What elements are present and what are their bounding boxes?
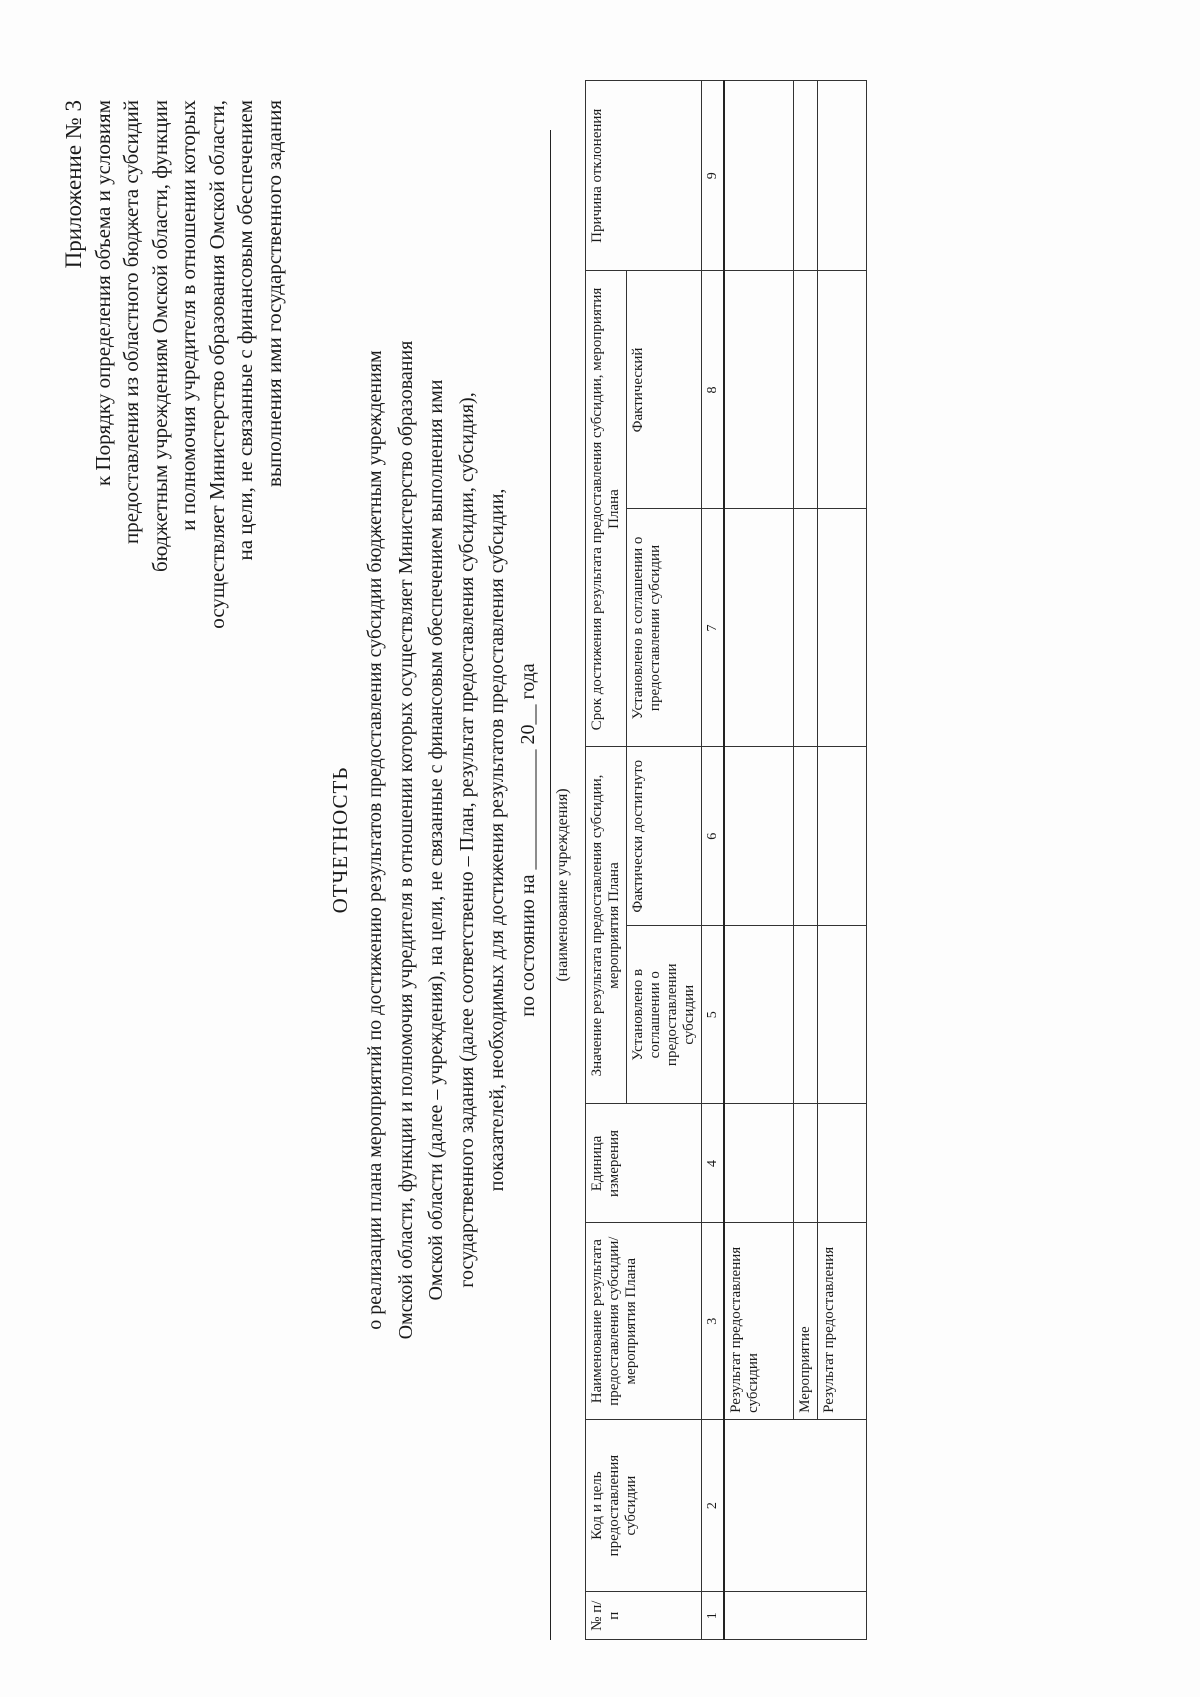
column-number: 9: [702, 81, 725, 271]
appendix-line: к Порядку определения объема и условиям: [90, 100, 115, 487]
cell-empty: [794, 1104, 818, 1223]
header-unit: Единица измерения: [586, 1104, 702, 1223]
column-number: 4: [702, 1104, 725, 1223]
cell-row-name: Мероприятие: [794, 1223, 818, 1419]
cell-empty: [818, 926, 867, 1105]
table-row: [794, 81, 818, 1640]
cell-empty: [794, 81, 818, 271]
report-table: [585, 80, 867, 1640]
cell-empty: [724, 1104, 794, 1223]
report-line: государственного задания (далее соответственно – План, результат предоставления субсидии, субсидия),: [455, 392, 478, 1288]
appendix-line: предоставления из областного бюджета субсидий: [119, 100, 143, 544]
column-number: 6: [702, 747, 725, 926]
cell-empty: [818, 271, 867, 509]
header-value-group: Значение результата предоставления субсидии, мероприятия Плана: [586, 747, 627, 1104]
report-line: о реализации плана мероприятий по достижению результатов предоставления субсидии бюджетным учреждениям: [364, 350, 386, 1330]
header-value-plan: Установлено в соглашении о предоставлении субсидии: [627, 926, 702, 1105]
table-row: [724, 81, 794, 1640]
report-line: Омской области (далее – учреждения), на цели, не связанные с финансовым обеспечением выполнения ими: [425, 379, 447, 1301]
cell-row-name: Результат предоставления: [818, 1223, 867, 1419]
column-number-row: [702, 81, 725, 1640]
report-line: показателей, необходимых для достижения результатов предоставления субсидии,: [486, 488, 508, 1192]
header-term-group: Срок достижения результата предоставления субсидии, мероприятия Плана: [586, 271, 627, 747]
appendix-line: бюджетным учреждениям Омской области, функции: [147, 100, 172, 573]
appendix-block: [60, 100, 288, 1100]
cell-empty: [724, 747, 794, 926]
header-term-plan: Установлено в соглашении о предоставлении субсидии: [627, 509, 702, 747]
cell-empty: [818, 81, 867, 271]
report-date-line: по состоянию на ____________ 20__ года: [516, 663, 539, 1017]
cell-empty: [794, 926, 818, 1105]
cell-empty: [818, 747, 867, 926]
column-number: 3: [702, 1223, 725, 1419]
cell-empty: [794, 509, 818, 747]
header-num: № п/п: [586, 1592, 702, 1640]
report-description: [360, 80, 543, 1600]
column-number: 8: [702, 271, 725, 509]
cell-empty: [724, 926, 794, 1105]
cell-empty: [724, 271, 794, 509]
institution-name-line: [550, 130, 551, 1640]
cell-code: [724, 1419, 867, 1592]
column-number: 7: [702, 509, 725, 747]
appendix-line: осуществляет Министерство образования Омской области,: [204, 100, 229, 629]
appendix-line: выполнения ими государственного задания: [261, 100, 286, 487]
rotated-sheet: [20, 40, 1140, 1640]
cell-num: [724, 1592, 867, 1640]
header-row: [586, 81, 627, 1640]
cell-empty: [724, 81, 794, 271]
cell-empty: [794, 747, 818, 926]
cell-empty: [794, 271, 818, 509]
header-code: Код и цель предоставления субсидии: [586, 1419, 702, 1592]
appendix-line: на цели, не связанные с финансовым обеспечением: [233, 100, 257, 561]
column-number: 2: [702, 1419, 725, 1592]
cell-empty: [818, 509, 867, 747]
column-number: 5: [702, 926, 725, 1105]
table-row: [818, 81, 867, 1640]
appendix-heading: Приложение № 3: [61, 100, 86, 269]
cell-empty: [818, 1104, 867, 1223]
header-term-fact: Фактический: [627, 271, 702, 509]
institution-caption: (наименование учреждения): [554, 788, 571, 982]
cell-row-name: Результат предоставления субсидии: [724, 1223, 794, 1419]
report-line: Омской области, функции и полномочия учредителя в отношении которых осуществляет Министерство образования: [394, 340, 417, 1340]
report-title: ОТЧЕТНОСТЬ: [328, 766, 352, 914]
cell-empty: [724, 509, 794, 747]
header-value-fact: Фактически достигнуто: [627, 747, 702, 926]
appendix-line: и полномочия учредителя в отношении которых: [176, 100, 200, 531]
column-number: 1: [702, 1592, 725, 1640]
header-name: Наименование результата предоставления субсидии/ мероприятия Плана: [586, 1223, 702, 1419]
header-reason: Причина отклонения: [586, 81, 702, 271]
